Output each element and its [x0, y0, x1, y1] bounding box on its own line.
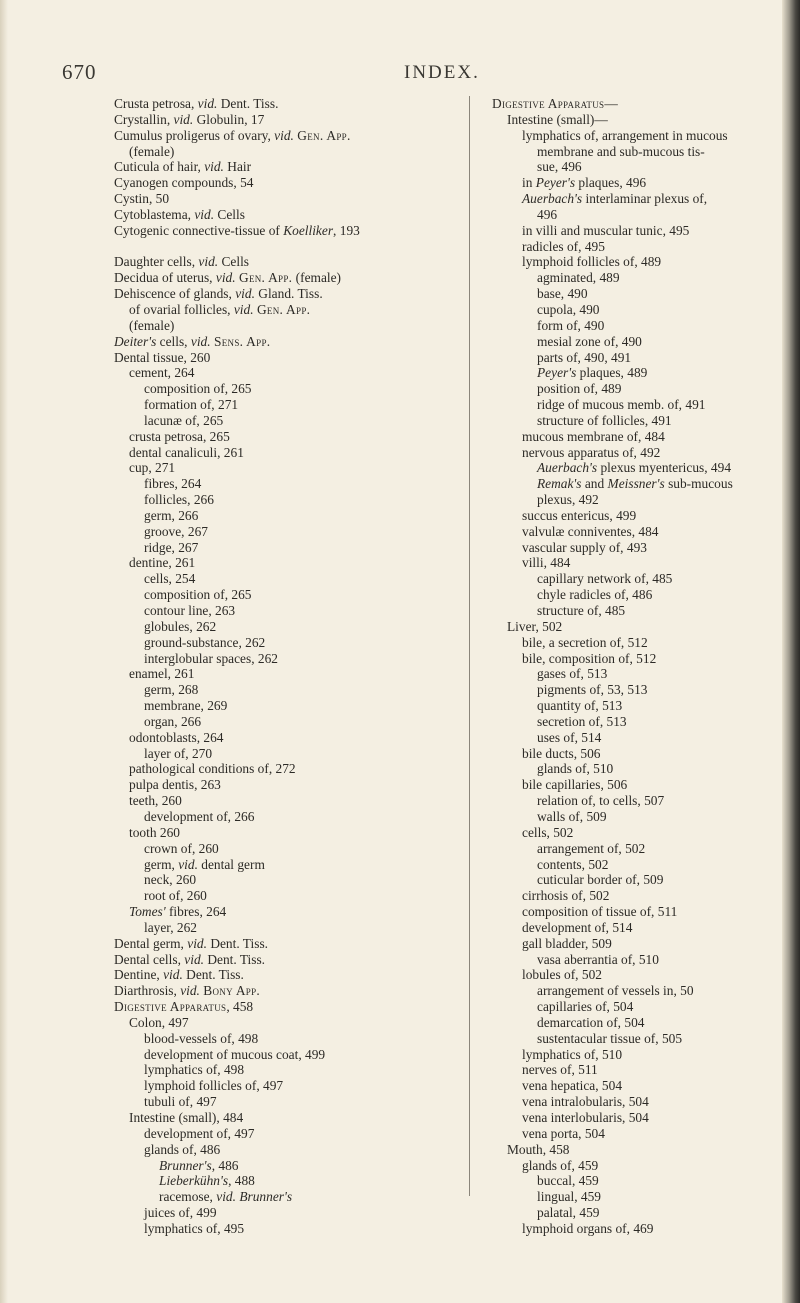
index-entry: membrane, 269 — [144, 698, 228, 714]
index-entry: parts of, 490, 491 — [537, 349, 632, 365]
index-entry: bile ducts, 506 — [522, 745, 601, 761]
index-entry: contents, 502 — [537, 856, 609, 872]
index-entry: (female) — [129, 143, 175, 159]
index-entry: capillaries of, 504 — [537, 999, 634, 1015]
index-entry: mucous membrane of, 484 — [522, 428, 665, 444]
column-divider — [469, 96, 470, 1196]
index-entry: Intestine (small), 484 — [129, 1110, 244, 1125]
index-entry: vena interlobularis, 504 — [522, 1110, 649, 1125]
index-entry: organ, 266 — [144, 713, 202, 729]
index-entry: form of, 490 — [537, 317, 605, 333]
index-entry: Auerbach's plexus myentericus, 494 — [537, 460, 732, 476]
index-entry: Colon, 497 — [129, 1014, 189, 1030]
index-entry: formation of, 271 — [144, 397, 239, 413]
index-entry: quantity of, 513 — [537, 698, 623, 714]
index-entry: in villi and muscular tunic, 495 — [522, 222, 690, 238]
index-entry: succus entericus, 499 — [522, 507, 637, 523]
index-entry: vena porta, 504 — [522, 1125, 605, 1141]
index-entry: Crystallin, vid. Globulin, 17 — [114, 111, 265, 127]
running-head: INDEX. — [404, 62, 480, 83]
index-entry: structure of, 485 — [537, 603, 626, 618]
index-entry: palatal, 459 — [537, 1205, 600, 1221]
index-entry: Lieberkühn's, 488 — [159, 1173, 255, 1189]
index-entry: nervous apparatus of, 492 — [522, 444, 661, 460]
index-entry: Cyanogen compounds, 54 — [114, 175, 254, 191]
index-entry: cupola, 490 — [537, 301, 600, 317]
index-entry: plexus, 492 — [537, 492, 599, 508]
index-entry: lingual, 459 — [537, 1189, 601, 1205]
index-entry: Cumulus proligerus of ovary, vid. Gen. App. — [114, 127, 351, 143]
index-entry: 496 — [537, 206, 558, 222]
index-entry: lymphoid follicles of, 489 — [522, 254, 662, 270]
page-edge-shadow — [782, 0, 800, 1303]
index-entry: composition of, 265 — [144, 587, 252, 603]
index-entry: membrane and sub-mucous tis- — [537, 143, 705, 159]
index-entry: base, 490 — [537, 286, 588, 302]
index-entry: ridge, 267 — [144, 539, 199, 555]
index-entry: nerves of, 511 — [522, 1062, 598, 1078]
index-entry: lobules of, 502 — [522, 967, 602, 983]
index-entry: Remak's and Meissner's sub-mucous — [537, 476, 733, 492]
index-entry: development of, 514 — [522, 919, 633, 935]
index-entry: capillary network of, 485 — [537, 571, 673, 587]
index-entry: vascular supply of, 493 — [522, 539, 647, 555]
index-entry: Cytogenic connective-tissue of Koelliker, 193 — [114, 222, 360, 238]
index-entry: germ, 268 — [144, 682, 199, 698]
index-entry: germ, 266 — [144, 507, 199, 523]
index-entry: Dentine, vid. Dent. Tiss. — [114, 967, 244, 983]
index-entry: Tomes' fibres, 264 — [129, 904, 227, 920]
index-entry: mesial zone of, 490 — [537, 333, 642, 349]
index-entry: enamel, 261 — [129, 666, 195, 682]
index-entry: Brunner's, 486 — [159, 1157, 239, 1173]
index-entry: bile, a secretion of, 512 — [522, 634, 648, 650]
index-entry: glands of, 459 — [522, 1157, 599, 1173]
index-entry: Daughter cells, vid. Cells — [114, 254, 249, 270]
index-entry: juices of, 499 — [144, 1205, 217, 1221]
index-entry: pigments of, 53, 513 — [537, 682, 648, 698]
index-entry: of ovarial follicles, vid. Gen. App. — [129, 301, 311, 317]
index-entry: position of, 489 — [537, 381, 622, 397]
index-entry: dentine, 261 — [129, 555, 196, 571]
index-entry: development of mucous coat, 499 — [144, 1046, 326, 1062]
index-entry: relation of, to cells, 507 — [537, 793, 665, 809]
index-entry: Cuticula of hair, vid. Hair — [114, 159, 252, 175]
index-entry: racemose, vid. Brunner's — [159, 1189, 293, 1205]
index-column-right — [492, 96, 784, 1237]
index-entry: development of, 497 — [144, 1125, 255, 1141]
index-entry: lymphatics of, 498 — [144, 1062, 245, 1078]
index-entry: Decidua of uterus, vid. Gen. App. (female) — [114, 270, 342, 286]
index-entry: lymphoid follicles of, 497 — [144, 1078, 284, 1094]
index-entry: cirrhosis of, 502 — [522, 888, 610, 904]
page-number: 670 — [62, 60, 97, 84]
index-entry: arrangement of vessels in, 50 — [537, 983, 694, 999]
index-entry: glands of, 486 — [144, 1141, 221, 1157]
index-entry: layer, 262 — [144, 919, 198, 935]
index-entry: Crusta petrosa, vid. Dent. Tiss. — [114, 96, 279, 111]
index-entry: root of, 260 — [144, 888, 207, 904]
index-entry: Peyer's plaques, 489 — [537, 365, 648, 381]
index-entry: Digestive Apparatus— — [492, 96, 618, 111]
index-entry: interglobular spaces, 262 — [144, 650, 278, 666]
index-entry: agminated, 489 — [537, 270, 620, 286]
index-entry: chyle radicles of, 486 — [537, 587, 653, 603]
index-entry: lymphatics of, 510 — [522, 1046, 623, 1062]
index-entry: odontoblasts, 264 — [129, 729, 224, 745]
index-entry: cuticular border of, 509 — [537, 872, 664, 888]
index-entry: cement, 264 — [129, 365, 195, 381]
index-entry: Diarthrosis, vid. Bony App. — [114, 983, 261, 999]
index-entry: lacunæ of, 265 — [144, 412, 224, 428]
index-entry: fibres, 264 — [144, 476, 202, 492]
index-entry: vena hepatica, 504 — [522, 1078, 623, 1094]
index-entry: Mouth, 458 — [507, 1141, 570, 1157]
index-entry: contour line, 263 — [144, 603, 236, 618]
index-entry: development of, 266 — [144, 808, 255, 824]
index-entry: in Peyer's plaques, 496 — [522, 175, 647, 191]
index-entry: cells, 502 — [522, 824, 574, 840]
index-entry: composition of tissue of, 511 — [522, 904, 678, 920]
index-entry: Dehiscence of glands, vid. Gland. Tiss. — [114, 286, 323, 302]
index-entry: bile, composition of, 512 — [522, 650, 657, 666]
page-gutter-shadow — [0, 0, 8, 1303]
index-entry: follicles, 266 — [144, 492, 214, 508]
index-entry: glands of, 510 — [537, 761, 614, 777]
index-entry: Cystin, 50 — [114, 191, 170, 207]
index-entry: groove, 267 — [144, 523, 208, 539]
index-entry: vasa aberrantia of, 510 — [537, 951, 659, 967]
index-entry — [114, 239, 454, 255]
index-entry: lymphoid organs of, 469 — [522, 1220, 654, 1236]
index-entry: Dental cells, vid. Dent. Tiss. — [114, 951, 266, 967]
index-entry: layer of, 270 — [144, 745, 213, 761]
index-entry: gall bladder, 509 — [522, 935, 612, 951]
index-entry: bile capillaries, 506 — [522, 777, 628, 793]
index-entry: sustentacular tissue of, 505 — [537, 1030, 683, 1046]
index-entry: globules, 262 — [144, 618, 217, 634]
index-entry: neck, 260 — [144, 872, 197, 888]
index-entry: pathological conditions of, 272 — [129, 761, 296, 777]
index-entry: pulpa dentis, 263 — [129, 777, 221, 793]
index-entry: tooth 260 — [129, 824, 180, 840]
index-entry: germ, vid. dental germ — [144, 856, 265, 872]
index-entry: teeth, 260 — [129, 793, 182, 809]
index-entry: valvulæ conniventes, 484 — [522, 523, 659, 539]
index-entry: radicles of, 495 — [522, 238, 605, 254]
index-entry: ground-substance, 262 — [144, 634, 266, 650]
index-entry: Deiter's cells, vid. Sens. App. — [114, 333, 271, 349]
index-entry: blood-vessels of, 498 — [144, 1030, 259, 1046]
index-entry: cells, 254 — [144, 571, 196, 587]
index-entry: Digestive Apparatus, 458 — [114, 999, 254, 1015]
index-entry: cup, 271 — [129, 460, 176, 476]
index-entry: vena intralobularis, 504 — [522, 1094, 649, 1110]
index-entry: demarcation of, 504 — [537, 1014, 645, 1030]
index-entry: tubuli of, 497 — [144, 1094, 217, 1110]
index-entry: dental canaliculi, 261 — [129, 444, 244, 460]
index-column-left — [114, 96, 454, 1237]
index-entry: structure of follicles, 491 — [537, 412, 672, 428]
index-entry: uses of, 514 — [537, 729, 602, 745]
index-entry: Intestine (small)— — [507, 111, 608, 127]
index-entry: ridge of mucous memb. of, 491 — [537, 397, 706, 413]
index-entry: walls of, 509 — [537, 808, 607, 824]
index-entry: villi, 484 — [522, 555, 571, 571]
index-entry: (female) — [129, 317, 175, 333]
index-entry: sue, 496 — [537, 159, 582, 175]
index-entry: buccal, 459 — [537, 1173, 599, 1189]
index-entry: Dental tissue, 260 — [114, 349, 211, 365]
index-entry: Cytoblastema, vid. Cells — [114, 206, 245, 222]
index-entry: Dental germ, vid. Dent. Tiss. — [114, 935, 268, 951]
index-entry: gases of, 513 — [537, 666, 608, 682]
index-entry: composition of, 265 — [144, 381, 252, 397]
index-entry: lymphatics of, arrangement in mucous — [522, 127, 728, 143]
index-entry: crown of, 260 — [144, 840, 219, 856]
index-entry: Liver, 502 — [507, 618, 563, 634]
index-entry: crusta petrosa, 265 — [129, 428, 230, 444]
index-entry: lymphatics of, 495 — [144, 1220, 245, 1236]
index-entry: Auerbach's interlaminar plexus of, — [522, 191, 708, 207]
index-entry: secretion of, 513 — [537, 713, 627, 729]
index-entry: arrangement of, 502 — [537, 840, 646, 856]
